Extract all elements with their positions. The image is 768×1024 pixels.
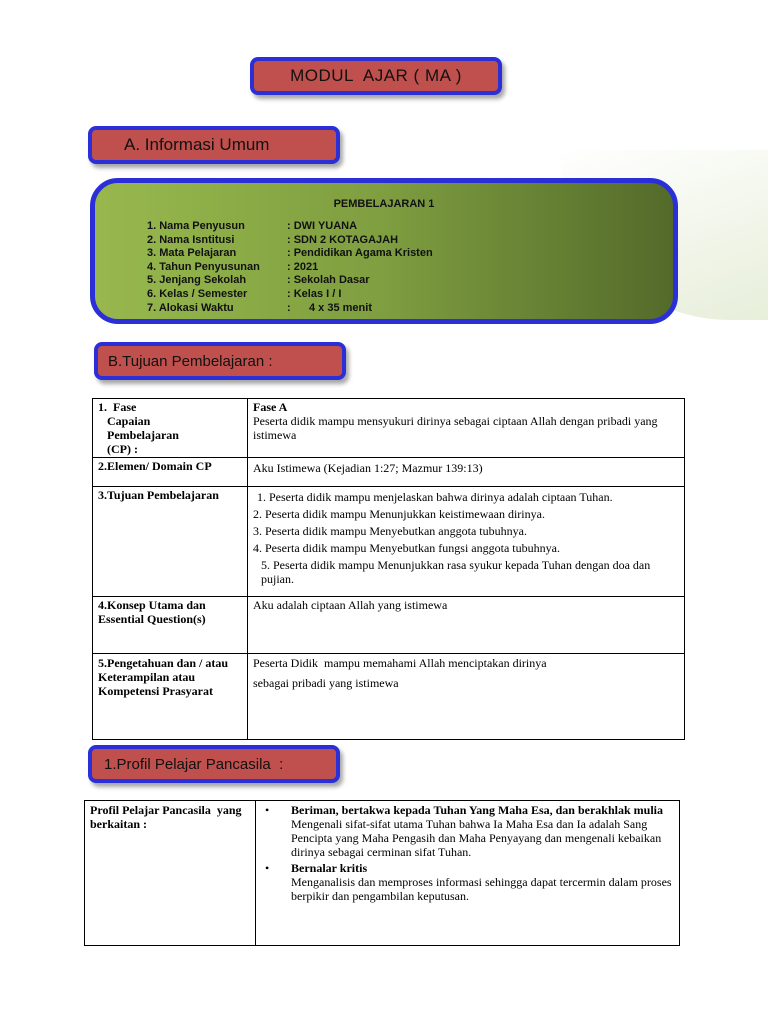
table-row [93,458,685,487]
objective-item: 2. Peserta didik mampu Menunjukkan keistimewaan dirinya. [253,507,545,521]
info-row [147,234,433,248]
section-profil-title: 1.Profil Pelajar Pancasila : [104,755,284,773]
row-label-cell: Profil Pelajar Pancasila yang berkaitan : [85,801,256,946]
row-content-cell: Aku Istimewa (Kejadian 1:27; Mazmur 139:13) [248,458,685,487]
row-label-cell: 3.Tujuan Pembelajaran [93,487,248,597]
module-title-text: MODUL AJAR ( MA ) [290,66,462,85]
info-row [147,220,433,234]
table-row [85,801,680,946]
section-a-header [88,126,340,164]
row-label-line: Capaian [107,414,151,428]
profile-bullet [261,861,674,875]
info-list [147,220,433,315]
objective-item: 1. Peserta didik mampu menjelaskan bahwa dirinya adalah ciptaan Tuhan. [257,490,613,504]
info-label: 5. Jenjang Sekolah [147,274,247,287]
profile-title: Bernalar kritis [291,861,368,875]
bullet-icon: • [265,861,270,875]
module-title [250,57,502,95]
row-label-cell: 4.Konsep Utama dan Essential Question(s) [93,597,248,654]
info-row [147,274,433,288]
row-label-cell: 2.Elemen/ Domain CP [93,458,248,487]
row-label-line: (CP) : [107,442,138,456]
pancasila-profile-table [84,800,680,946]
info-value: : Sekolah Dasar [287,274,370,287]
general-info-panel [90,178,678,324]
info-label: 2. Nama Isntitusi [147,233,235,246]
profile-title: Beriman, bertakwa kepada Tuhan Yang Maha Esa, dan berakhlak mulia [291,803,663,817]
objective-item: 4. Peserta didik mampu Menyebutkan fungsi anggota tubuhnya. [253,541,560,555]
table-row [93,597,685,654]
info-value: : SDN 2 KOTAGAJAH [287,233,399,246]
info-label: 4. Tahun Penyusunan [147,260,260,273]
row-content-cell [248,654,685,740]
row-content-cell [256,801,680,946]
bullet-icon: • [265,803,270,817]
section-b-header [94,342,346,380]
profile-bullet [261,803,674,817]
prerequisite-line: sebagai pribadi yang istimewa [253,676,399,690]
row-label-cell: 5.Pengetahuan dan / atau Keterampilan atau Kompetensi Prasyarat [93,654,248,740]
row-content-cell [248,487,685,597]
row-label-cell [93,399,248,458]
section-b-title: B.Tujuan Pembelajaran : [108,352,273,370]
info-row [147,247,433,261]
info-value: : Kelas I / I [287,287,342,300]
info-value: : 4 x 35 menit [287,301,372,314]
info-row [147,302,433,316]
info-row [147,288,433,302]
info-label: 7. Alokasi Waktu [147,301,234,314]
table-row [93,487,685,597]
info-label: 1. Nama Penyusun [147,220,245,232]
row-label-line: 1. Fase [98,400,137,414]
table-row [93,654,685,740]
info-label: 6. Kelas / Semester [147,287,248,300]
info-label: 3. Mata Pelajaran [147,247,237,260]
section-a-title: A. Informasi Umum [124,135,270,154]
phase-heading: Fase A [253,400,288,414]
info-value: : DWI YUANA [287,220,358,232]
section-profil-header [88,745,340,783]
info-value: : 2021 [287,260,319,273]
table-row [93,399,685,458]
cp-text: Peserta didik mampu mensyukuri dirinya sebagai ciptaan Allah dengan pribadi yang istimewa [253,414,658,442]
profile-desc: Menganalisis dan memproses informasi sehingga dapat tercermin dalam proses berpikir dan pengambilan keputusan. [291,875,672,903]
info-row [147,261,433,275]
row-label-line: Pembelajaran [107,428,179,442]
info-heading: PEMBELAJARAN 1 [333,198,435,210]
prerequisite-line: Peserta Didik mampu memahami Allah menciptakan dirinya [253,656,547,670]
row-content-cell [248,399,685,458]
objective-item: 5. Peserta didik mampu Menunjukkan rasa syukur kepada Tuhan dengan doa dan pujian. [261,558,651,586]
info-value: : Pendidikan Agama Kristen [287,247,433,260]
profile-desc: Mengenali sifat-sifat utama Tuhan bahwa Ia Maha Esa dan Ia adalah Sang Pencipta yang Maha Pengasih dan Maha Penyayang dan mengenali kebaikan dirinya sebagai cerminan sifat Tuhan. [291,817,662,859]
objective-item: 3. Peserta didik mampu Menyebutkan anggota tubuhnya. [253,524,527,538]
row-content-cell: Aku adalah ciptaan Allah yang istimewa [248,597,685,654]
learning-objectives-table [92,398,685,740]
